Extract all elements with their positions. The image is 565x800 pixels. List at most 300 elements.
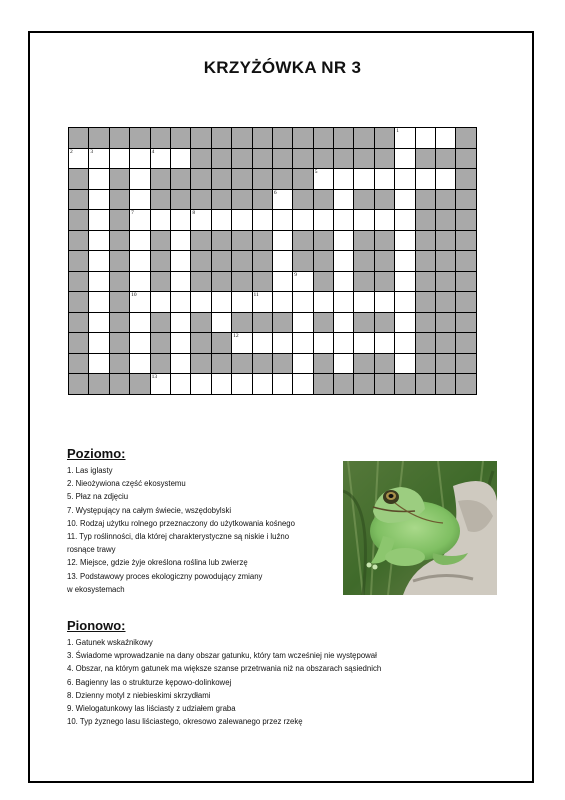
crossword-block bbox=[110, 128, 130, 149]
crossword-block bbox=[253, 190, 273, 211]
crossword-block bbox=[293, 169, 313, 190]
crossword-cell[interactable] bbox=[171, 272, 191, 293]
crossword-block bbox=[354, 149, 374, 170]
crossword-block bbox=[456, 292, 476, 313]
crossword-cell[interactable] bbox=[354, 210, 374, 231]
crossword-block bbox=[375, 231, 395, 252]
clue-item: 13. Podstawowy proces ekologiczny powodujący zmiany bbox=[67, 571, 263, 581]
clue-item: 3. Świadome wprowadzanie na dany obszar gatunku, który tam wcześniej nie występował bbox=[67, 651, 377, 661]
crossword-block bbox=[69, 210, 89, 231]
clue-number: 3 bbox=[90, 148, 94, 155]
crossword-block bbox=[212, 251, 232, 272]
crossword-row bbox=[69, 210, 477, 231]
crossword-block bbox=[416, 231, 436, 252]
crossword-cell[interactable] bbox=[69, 149, 89, 170]
crossword-block bbox=[273, 169, 293, 190]
crossword-block bbox=[110, 374, 130, 395]
crossword-cell[interactable] bbox=[293, 333, 313, 354]
clue-item: 1. Gatunek wskaźnikowy bbox=[67, 638, 153, 647]
crossword-block bbox=[375, 313, 395, 334]
crossword-cell[interactable] bbox=[395, 149, 415, 170]
crossword-block bbox=[191, 333, 211, 354]
crossword-cell[interactable] bbox=[395, 272, 415, 293]
clue-number: 8 bbox=[192, 210, 196, 216]
crossword-block bbox=[191, 169, 211, 190]
crossword-cell[interactable] bbox=[395, 333, 415, 354]
crossword-cell[interactable] bbox=[89, 354, 109, 375]
crossword-cell[interactable] bbox=[232, 374, 252, 395]
crossword-block bbox=[334, 149, 354, 170]
crossword-block bbox=[110, 169, 130, 190]
clue-number: 5 bbox=[314, 169, 318, 175]
crossword-block bbox=[314, 354, 334, 375]
crossword-block bbox=[354, 272, 374, 293]
crossword-block bbox=[212, 354, 232, 375]
crossword-cell[interactable] bbox=[212, 210, 232, 231]
crossword-row bbox=[69, 272, 477, 293]
clue-item: 10. Typ żyznego lasu liściastego, okresowo zalewanego przez rzekę bbox=[67, 717, 303, 727]
crossword-block bbox=[416, 354, 436, 375]
crossword-cell[interactable] bbox=[375, 333, 395, 354]
poziomo-clue-list bbox=[67, 464, 295, 596]
clue-number: 2 bbox=[70, 148, 73, 155]
crossword-block bbox=[191, 313, 211, 334]
crossword-cell[interactable] bbox=[253, 374, 273, 395]
crossword-block bbox=[273, 128, 293, 149]
crossword-block bbox=[416, 333, 436, 354]
crossword-cell[interactable] bbox=[89, 190, 109, 211]
crossword-block bbox=[416, 374, 436, 395]
clue-item: 4. Obszar, na którym gatunek ma większe szanse przetrwania niż na obszarach sąsiednich bbox=[67, 664, 382, 674]
crossword-block bbox=[293, 231, 313, 252]
crossword-block bbox=[395, 374, 415, 395]
clue-number: 6 bbox=[273, 189, 277, 196]
crossword-block bbox=[151, 333, 171, 354]
crossword-block bbox=[456, 149, 476, 170]
pionowo-clue-list bbox=[67, 636, 381, 728]
crossword-block bbox=[69, 292, 89, 313]
crossword-cell[interactable] bbox=[89, 210, 109, 231]
clue-number: 4 bbox=[151, 148, 155, 155]
crossword-grid bbox=[68, 127, 477, 395]
crossword-cell[interactable] bbox=[89, 231, 109, 252]
crossword-row bbox=[69, 149, 477, 170]
crossword-cell[interactable] bbox=[334, 251, 354, 272]
crossword-block bbox=[456, 128, 476, 149]
crossword-block bbox=[375, 128, 395, 149]
crossword-block bbox=[375, 251, 395, 272]
crossword-cell[interactable] bbox=[395, 313, 415, 334]
crossword-block bbox=[314, 272, 334, 293]
crossword-block bbox=[253, 354, 273, 375]
crossword-block bbox=[314, 313, 334, 334]
crossword-block bbox=[171, 128, 191, 149]
crossword-block bbox=[151, 354, 171, 375]
clue-item: 10. Rodzaj użytku rolnego przeznaczony do użytkowania kośnego bbox=[67, 518, 295, 528]
crossword-cell[interactable] bbox=[436, 169, 456, 190]
crossword-block bbox=[436, 251, 456, 272]
crossword-row bbox=[69, 313, 477, 334]
crossword-cell[interactable] bbox=[395, 210, 415, 231]
crossword-block bbox=[375, 190, 395, 211]
crossword-block bbox=[232, 231, 252, 252]
crossword-block bbox=[110, 313, 130, 334]
crossword-block bbox=[253, 231, 273, 252]
crossword-cell[interactable] bbox=[171, 251, 191, 272]
crossword-cell[interactable] bbox=[191, 210, 211, 231]
crossword-block bbox=[436, 333, 456, 354]
crossword-cell[interactable] bbox=[314, 169, 334, 190]
crossword-block bbox=[334, 374, 354, 395]
crossword-cell[interactable] bbox=[130, 251, 150, 272]
crossword-block bbox=[416, 272, 436, 293]
crossword-row bbox=[69, 374, 477, 395]
crossword-block bbox=[191, 149, 211, 170]
crossword-block bbox=[232, 149, 252, 170]
crossword-cell[interactable] bbox=[375, 292, 395, 313]
crossword-block bbox=[232, 169, 252, 190]
crossword-block bbox=[436, 210, 456, 231]
crossword-block bbox=[191, 251, 211, 272]
clue-number: 7 bbox=[131, 210, 134, 216]
crossword-block bbox=[456, 210, 476, 231]
crossword-cell[interactable] bbox=[395, 190, 415, 211]
crossword-cell[interactable] bbox=[130, 272, 150, 293]
crossword-block bbox=[69, 333, 89, 354]
crossword-cell[interactable] bbox=[110, 149, 130, 170]
crossword-cell[interactable] bbox=[395, 292, 415, 313]
crossword-cell[interactable] bbox=[130, 210, 150, 231]
crossword-block bbox=[456, 272, 476, 293]
crossword-row bbox=[69, 251, 477, 272]
crossword-block bbox=[151, 169, 171, 190]
crossword-block bbox=[212, 333, 232, 354]
crossword-cell[interactable] bbox=[253, 333, 273, 354]
crossword-block bbox=[253, 272, 273, 293]
crossword-block bbox=[293, 251, 313, 272]
crossword-block bbox=[416, 251, 436, 272]
crossword-cell[interactable] bbox=[191, 292, 211, 313]
crossword-cell[interactable] bbox=[334, 210, 354, 231]
crossword-cell[interactable] bbox=[171, 149, 191, 170]
crossword-cell[interactable] bbox=[212, 292, 232, 313]
crossword-block bbox=[416, 313, 436, 334]
crossword-cell[interactable] bbox=[273, 272, 293, 293]
crossword-cell[interactable] bbox=[171, 313, 191, 334]
crossword-block bbox=[375, 354, 395, 375]
clue-item: 2. Nieożywiona część ekosystemu bbox=[67, 479, 186, 489]
crossword-block bbox=[354, 374, 374, 395]
crossword-block bbox=[212, 128, 232, 149]
crossword-block bbox=[456, 374, 476, 395]
crossword-block bbox=[253, 251, 273, 272]
crossword-block bbox=[232, 128, 252, 149]
crossword-block bbox=[253, 149, 273, 170]
crossword-cell[interactable] bbox=[89, 251, 109, 272]
crossword-cell[interactable] bbox=[273, 374, 293, 395]
crossword-block bbox=[354, 251, 374, 272]
crossword-cell[interactable] bbox=[395, 231, 415, 252]
crossword-cell[interactable] bbox=[334, 272, 354, 293]
crossword-cell[interactable] bbox=[375, 210, 395, 231]
crossword-cell[interactable] bbox=[354, 333, 374, 354]
crossword-block bbox=[436, 354, 456, 375]
crossword-cell[interactable] bbox=[375, 169, 395, 190]
crossword-cell[interactable] bbox=[253, 292, 273, 313]
crossword-block bbox=[191, 128, 211, 149]
crossword-block bbox=[354, 313, 374, 334]
crossword-cell[interactable] bbox=[273, 292, 293, 313]
crossword-block bbox=[314, 374, 334, 395]
crossword-cell[interactable] bbox=[212, 313, 232, 334]
crossword-block bbox=[436, 313, 456, 334]
crossword-block bbox=[375, 149, 395, 170]
crossword-cell[interactable] bbox=[293, 354, 313, 375]
crossword-block bbox=[69, 231, 89, 252]
crossword-cell[interactable] bbox=[130, 190, 150, 211]
crossword-cell[interactable] bbox=[151, 374, 171, 395]
crossword-block bbox=[416, 210, 436, 231]
crossword-block bbox=[253, 128, 273, 149]
clue-item: 12. Miejsce, gdzie żyje określona roślina lub zwierzę bbox=[67, 558, 248, 568]
crossword-block bbox=[69, 190, 89, 211]
crossword-block bbox=[151, 190, 171, 211]
clue-item: 5. Płaz na zdjęciu bbox=[67, 492, 129, 502]
crossword-cell[interactable] bbox=[314, 210, 334, 231]
crossword-block bbox=[110, 251, 130, 272]
crossword-cell[interactable] bbox=[232, 210, 252, 231]
crossword-cell[interactable] bbox=[334, 354, 354, 375]
crossword-block bbox=[110, 333, 130, 354]
crossword-cell[interactable] bbox=[171, 292, 191, 313]
crossword-block bbox=[191, 190, 211, 211]
pionowo-heading: Pionowo: bbox=[67, 618, 126, 633]
crossword-cell[interactable] bbox=[334, 313, 354, 334]
crossword-block bbox=[416, 190, 436, 211]
crossword-block bbox=[354, 354, 374, 375]
crossword-cell[interactable] bbox=[416, 169, 436, 190]
crossword-block bbox=[436, 149, 456, 170]
crossword-row bbox=[69, 333, 477, 354]
crossword-block bbox=[110, 210, 130, 231]
crossword-cell[interactable] bbox=[130, 231, 150, 252]
clue-item: w ekosystemach bbox=[67, 584, 125, 594]
crossword-block bbox=[375, 374, 395, 395]
crossword-block bbox=[436, 190, 456, 211]
crossword-row bbox=[69, 292, 477, 313]
crossword-block bbox=[151, 128, 171, 149]
crossword-block bbox=[232, 190, 252, 211]
clue-number: 1 bbox=[396, 128, 399, 134]
crossword-block bbox=[212, 272, 232, 293]
crossword-cell[interactable] bbox=[273, 190, 293, 211]
crossword-cell[interactable] bbox=[89, 169, 109, 190]
crossword-cell[interactable] bbox=[171, 374, 191, 395]
crossword-block bbox=[253, 313, 273, 334]
crossword-cell[interactable] bbox=[334, 231, 354, 252]
clue-item: 7. Występujący na całym świecie, wszędobylski bbox=[67, 505, 232, 515]
crossword-cell[interactable] bbox=[334, 169, 354, 190]
crossword-cell[interactable] bbox=[293, 272, 313, 293]
crossword-block bbox=[110, 272, 130, 293]
crossword-cell[interactable] bbox=[334, 190, 354, 211]
crossword-block bbox=[191, 354, 211, 375]
crossword-cell[interactable] bbox=[293, 292, 313, 313]
crossword-block bbox=[232, 354, 252, 375]
crossword-cell[interactable] bbox=[395, 128, 415, 149]
crossword-cell[interactable] bbox=[395, 354, 415, 375]
crossword-cell[interactable] bbox=[212, 374, 232, 395]
crossword-cell[interactable] bbox=[89, 149, 109, 170]
crossword-row bbox=[69, 354, 477, 375]
crossword-block bbox=[212, 149, 232, 170]
crossword-cell[interactable] bbox=[130, 292, 150, 313]
crossword-cell[interactable] bbox=[89, 333, 109, 354]
crossword-block bbox=[69, 313, 89, 334]
crossword-row bbox=[69, 190, 477, 211]
crossword-block bbox=[314, 149, 334, 170]
crossword-cell[interactable] bbox=[151, 149, 171, 170]
crossword-block bbox=[232, 313, 252, 334]
crossword-cell[interactable] bbox=[130, 354, 150, 375]
crossword-cell[interactable] bbox=[293, 374, 313, 395]
crossword-block bbox=[456, 354, 476, 375]
crossword-cell[interactable] bbox=[436, 128, 456, 149]
crossword-cell[interactable] bbox=[395, 251, 415, 272]
crossword-block bbox=[456, 333, 476, 354]
crossword-cell[interactable] bbox=[89, 272, 109, 293]
crossword-block bbox=[334, 128, 354, 149]
crossword-block bbox=[293, 149, 313, 170]
crossword-block bbox=[456, 313, 476, 334]
crossword-block bbox=[151, 231, 171, 252]
crossword-block bbox=[354, 190, 374, 211]
clue-item: 6. Bagienny las o strukturze kępowo-dolinkowej bbox=[67, 677, 232, 687]
crossword-block bbox=[314, 231, 334, 252]
clue-number: 9 bbox=[294, 271, 298, 278]
crossword-block bbox=[232, 272, 252, 293]
crossword-cell[interactable] bbox=[171, 231, 191, 252]
crossword-cell[interactable] bbox=[395, 169, 415, 190]
crossword-cell[interactable] bbox=[354, 292, 374, 313]
clue-item: 8. Dzienny motyl z niebieskimi skrzydłami bbox=[67, 690, 211, 700]
crossword-block bbox=[456, 231, 476, 252]
crossword-block bbox=[273, 313, 293, 334]
crossword-cell[interactable] bbox=[191, 374, 211, 395]
crossword-block bbox=[436, 292, 456, 313]
page-title: KRZYŻÓWKA NR 3 bbox=[203, 58, 362, 77]
crossword-block bbox=[110, 292, 130, 313]
crossword-block bbox=[416, 292, 436, 313]
crossword-cell[interactable] bbox=[314, 333, 334, 354]
crossword-block bbox=[456, 251, 476, 272]
clue-item: 11. Typ roślinności, dla której charakterystyczne są niskie i luźno bbox=[67, 532, 290, 542]
crossword-block bbox=[151, 251, 171, 272]
crossword-block bbox=[375, 272, 395, 293]
crossword-block bbox=[212, 190, 232, 211]
crossword-cell[interactable] bbox=[171, 333, 191, 354]
frog-photo bbox=[343, 461, 497, 595]
clue-number: 13 bbox=[151, 374, 158, 380]
crossword-row bbox=[69, 128, 477, 149]
crossword-block bbox=[69, 354, 89, 375]
crossword-cell[interactable] bbox=[273, 333, 293, 354]
crossword-cell[interactable] bbox=[151, 292, 171, 313]
crossword-block bbox=[436, 231, 456, 252]
crossword-cell[interactable] bbox=[354, 169, 374, 190]
crossword-block bbox=[110, 231, 130, 252]
crossword-block bbox=[456, 190, 476, 211]
crossword-cell[interactable] bbox=[273, 251, 293, 272]
crossword-cell[interactable] bbox=[293, 313, 313, 334]
crossword-cell[interactable] bbox=[130, 169, 150, 190]
crossword-block bbox=[416, 149, 436, 170]
crossword-cell[interactable] bbox=[171, 354, 191, 375]
crossword-cell[interactable] bbox=[130, 149, 150, 170]
crossword-block bbox=[171, 169, 191, 190]
crossword-block bbox=[89, 128, 109, 149]
crossword-block bbox=[151, 272, 171, 293]
crossword-cell[interactable] bbox=[89, 292, 109, 313]
crossword-cell[interactable] bbox=[293, 210, 313, 231]
crossword-block bbox=[273, 149, 293, 170]
crossword-cell[interactable] bbox=[273, 210, 293, 231]
crossword-block bbox=[69, 251, 89, 272]
clue-number: 10 bbox=[131, 292, 137, 298]
crossword-row bbox=[69, 169, 477, 190]
crossword-block bbox=[69, 272, 89, 293]
crossword-cell[interactable] bbox=[171, 210, 191, 231]
crossword-cell[interactable] bbox=[253, 210, 273, 231]
crossword-block bbox=[456, 169, 476, 190]
crossword-block bbox=[293, 190, 313, 211]
crossword-block bbox=[69, 169, 89, 190]
crossword-block bbox=[191, 272, 211, 293]
crossword-block bbox=[354, 231, 374, 252]
crossword-block bbox=[110, 190, 130, 211]
crossword-cell[interactable] bbox=[273, 231, 293, 252]
crossword-cell[interactable] bbox=[232, 333, 252, 354]
crossword-cell[interactable] bbox=[151, 210, 171, 231]
crossword-cell[interactable] bbox=[416, 128, 436, 149]
clue-item: rosnące trawy bbox=[67, 545, 116, 555]
crossword-block bbox=[293, 128, 313, 149]
crossword-block bbox=[110, 354, 130, 375]
crossword-block bbox=[314, 128, 334, 149]
poziomo-heading: Poziomo: bbox=[67, 446, 126, 461]
crossword-block bbox=[69, 128, 89, 149]
clue-number: 11 bbox=[253, 292, 259, 298]
crossword-cell[interactable] bbox=[314, 292, 334, 313]
crossword-cell[interactable] bbox=[130, 313, 150, 334]
crossword-cell[interactable] bbox=[334, 333, 354, 354]
crossword-block bbox=[314, 190, 334, 211]
crossword-cell[interactable] bbox=[334, 292, 354, 313]
clue-item: 1. Las iglasty bbox=[67, 466, 113, 475]
crossword-block bbox=[212, 169, 232, 190]
crossword-block bbox=[273, 354, 293, 375]
crossword-block bbox=[130, 374, 150, 395]
crossword-block bbox=[354, 128, 374, 149]
crossword-cell[interactable] bbox=[89, 313, 109, 334]
crossword-row bbox=[69, 231, 477, 252]
crossword-cell[interactable] bbox=[232, 292, 252, 313]
crossword-block bbox=[212, 231, 232, 252]
crossword-cell[interactable] bbox=[130, 333, 150, 354]
crossword-block bbox=[130, 128, 150, 149]
crossword-block bbox=[436, 374, 456, 395]
crossword-block bbox=[89, 374, 109, 395]
